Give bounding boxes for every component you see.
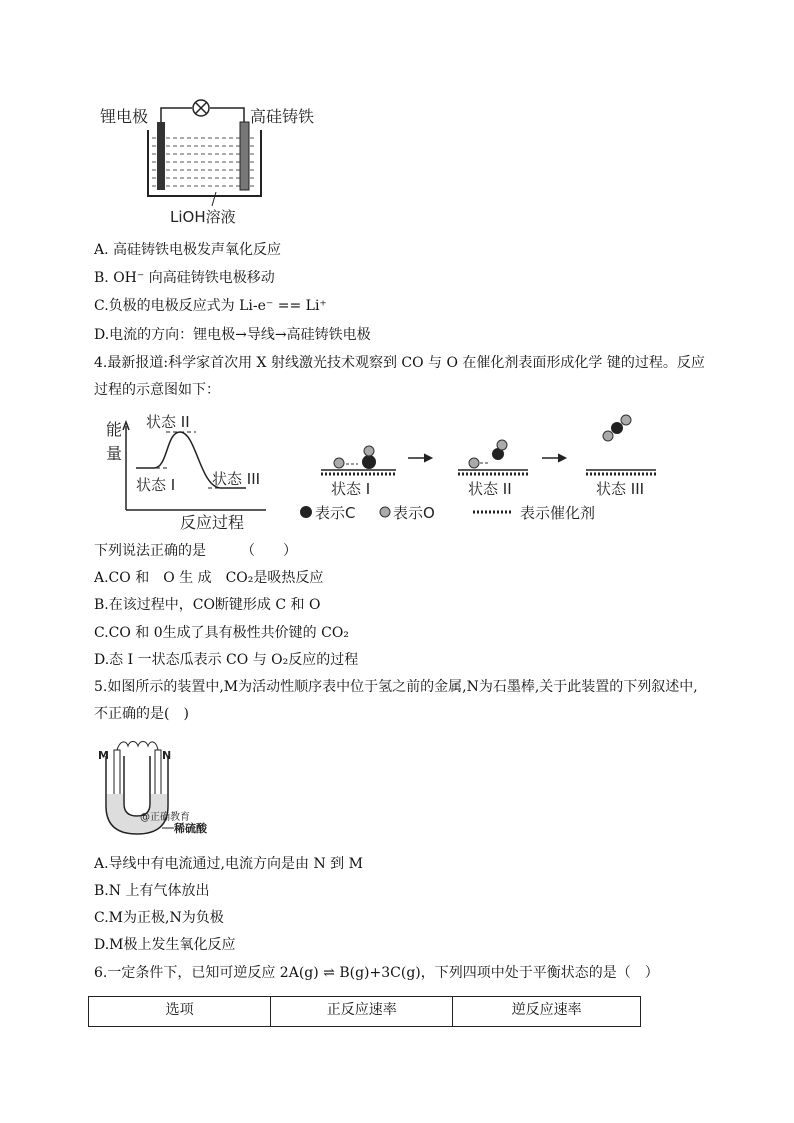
silicon-iron-electrode [240,122,249,190]
q6-stem: 6.一定条件下，已知可逆反应 2A(g) ⇌ B(g)+3C(g)，下列四项中处于平衡状态的是（ ） [94,965,659,981]
acid-label: 稀硫酸 [174,822,207,835]
reaction-axis-label: 反应过程 [180,513,245,532]
q5-option-a: A.导线中有电流通过,电流方向是由 N 到 M [94,856,363,872]
q4-stem-line1: 4.最新报道:科学家首次用 X 射线激光技术观察到 CO 与 O 在催化剂表面形成化学 键的过程。反应 [94,355,705,371]
q6-options-table [88,996,641,1027]
reaction-process-figure [96,408,676,532]
oxygen-legend-icon [380,507,390,517]
panel-state2-label: 状态 II [468,480,512,498]
electrolytic-cell-figure [94,94,334,229]
watermark: @正确教育 [140,812,190,823]
table-header-reverse-rate: 逆反应速率 [453,997,641,1027]
q3-option-b: B. OH⁻ 向高硅铸铁电极移动 [94,270,275,286]
q5-option-d: D.M极上发生氧化反应 [94,937,236,953]
q4-option-d: D.态 I 一状态瓜表示 CO 与 O₂反应的过程 [94,652,359,668]
lithium-electrode [157,122,165,190]
q5-option-b: B.N 上有气体放出 [94,883,210,899]
q3-option-d: D.电流的方向：锂电极→导线→高硅铸铁电极 [94,327,371,343]
silicon-iron-label: 高硅铸铁 [250,107,315,126]
energy-state3-label: 状态 III [212,470,261,488]
m-electrode-label: M [98,749,109,762]
q3-option-c: C.负极的电极反应式为 Li-e⁻ == Li⁺ [94,298,327,314]
energy-axis-label-1: 能 [106,420,123,439]
q3-option-a: A. 高硅铸铁电极发声氧化反应 [94,242,282,258]
q5-stem-line1: 5.如图所示的装置中,M为活动性顺序表中位于氢之前的金属,N为石墨棒,关于此装置的下列叙述中, [94,679,698,695]
q4-option-c: C.CO 和 0生成了具有极性共价键的 CO₂ [94,625,349,641]
panel-state1-label: 状态 I [331,480,371,498]
q5-stem-line2: 不正确的是( ) [94,706,189,722]
coiled-wire [117,742,158,751]
q4-option-a: A.CO 和 O 生 成 CO₂是吸热反应 [94,570,324,586]
q4-option-b: B.在该过程中，CO断键形成 C 和 O [94,597,321,613]
table-header-forward-rate: 正反应速率 [271,997,453,1027]
carbon-legend-icon [300,506,312,518]
solution-label: LiOH溶液 [170,208,236,226]
n-electrode-label: N [162,749,172,762]
panel-state3-label: 状态 III [596,480,645,498]
u-tube-figure [96,734,226,844]
energy-axis-label-2: 量 [106,444,123,463]
q4-stem-line2: 过程的示意图如下： [94,382,220,398]
table-header-option: 选项 [89,997,271,1027]
legend-oxygen: 表示O [393,504,435,522]
q4-prompt: 下列说法正确的是 （ ） [94,543,297,559]
energy-state1-label: 状态 I [136,476,176,494]
q5-option-c: C.M为正极,N为负极 [94,910,224,926]
lithium-electrode-label: 锂电极 [100,107,149,126]
energy-state2-label: 状态 II [146,413,190,431]
legend-carbon: 表示C [315,504,356,522]
legend-catalyst: 表示催化剂 [520,504,596,522]
